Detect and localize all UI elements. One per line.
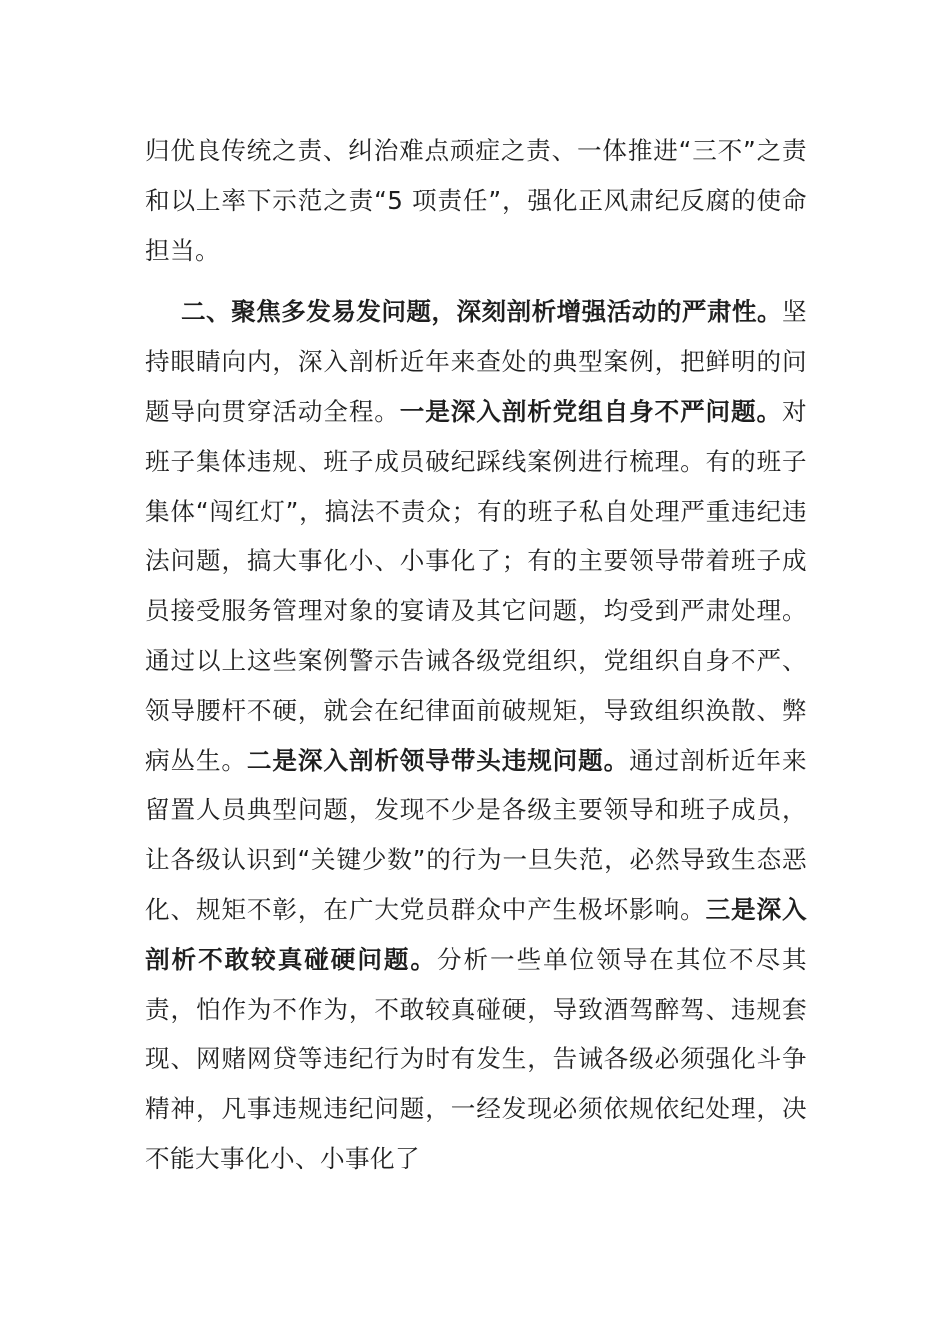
point-3-text: 分析一些单位领导在其位不尽其责，怕作为不作为，不敢较真碰硬，导致酒驾醉驾、违规套现、网赌网贷等违纪行为时有发生，告诫各级必须强化斗争精神，凡事违规违纪问题，一经发现必须依规依纪处理，决不能大事化小、小事化了 [145, 944, 808, 1173]
section-heading: 二、聚焦多发易发问题，深刻剖析增强活动的严肃性。 [181, 297, 782, 327]
point-2-title: 二是深入剖析领导带头违规问题。 [246, 745, 630, 775]
paragraph-1-text: 归优良传统之责、纠治难点顽症之责、一体推进“三不”之责和以上率下示范之责“5 项责任”，强化正风肃纪反腐的使命担当。 [145, 136, 807, 265]
point-1-text: 对班子集体违规、班子成员破纪踩线案例进行梳理。有的班子集体“闯红灯”，搞法不责众；有的班子私自处理严重违纪违法问题，搞大事化小、小事化了；有的主要领导带着班子成员接受服务管理对象的宴请及其它问题，均受到严肃处理。通过以上这些案例警示告诫各级党组织，党组织自身不严、领导腰杆不硬，就会在纪律面前破规矩，导致组织涣散、弊病丛生。 [145, 396, 807, 775]
paragraph-continuation [145, 126, 807, 275]
point-3-title: 三是深入剖析不敢较真碰硬问题。 [145, 894, 807, 974]
section-intro: 坚持眼睛向内，深入剖析近年来查处的典型案例，把鲜明的问题导向贯穿活动全程。 [145, 297, 807, 426]
point-2-text: 通过剖析近年来留置人员典型问题，发现不少是各级主要领导和班子成员，让各级认识到“关键少数”的行为一旦失范，必然导致生态恶化、规矩不彰，在广大党员群众中产生极坏影响。 [145, 745, 807, 924]
paragraph-section-two [145, 287, 807, 1183]
document-body [145, 126, 807, 1184]
point-1-title: 一是深入剖析党组自身不严问题。 [399, 396, 782, 426]
